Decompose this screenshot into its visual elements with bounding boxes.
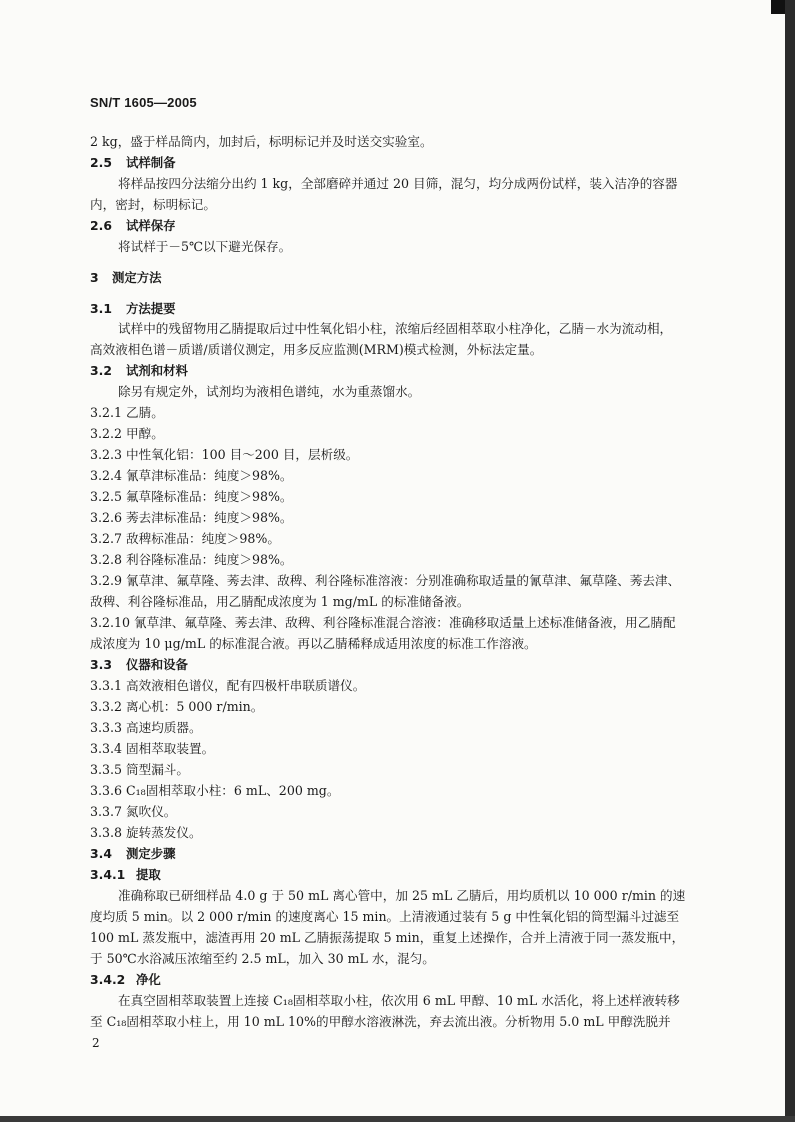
- list-item: 3.3.3 高速均质器。: [90, 720, 202, 735]
- scan-edge: [785, 0, 795, 1122]
- page-number: 2: [92, 1036, 100, 1050]
- body-text-line: 准确称取已研细样品 4.0 g 于 50 mL 离心管中，加 25 mL 乙腈后，用均质机以 10 000 r/min 的速: [118, 888, 686, 903]
- standard-number-header: SN/T 1605—2005: [90, 95, 197, 110]
- section-heading: 3.4 测定步骤: [90, 846, 176, 861]
- body-text-line: 内，密封，标明标记。: [90, 197, 216, 212]
- section-heading: 2.5 试样制备: [90, 155, 176, 170]
- scan-corner: [771, 0, 785, 14]
- list-item: 3.2.5 氟草隆标准品：纯度＞98%。: [90, 489, 293, 504]
- list-item: 3.2.2 甲醇。: [90, 426, 164, 441]
- list-item: 3.2.3 中性氧化铝：100 目～200 目，层析级。: [90, 447, 359, 462]
- list-item: 3.2.6 莠去津标准品：纯度＞98%。: [90, 510, 293, 525]
- body-text-line: 高效液相色谱－质谱/质谱仪测定，用多反应监测(MRM)模式检测，外标法定量。: [90, 342, 543, 357]
- list-item: 3.2.4 氰草津标准品：纯度＞98%。: [90, 468, 293, 483]
- list-item: 3.3.6 C₁₈固相萃取小柱：6 mL、200 mg。: [90, 783, 340, 798]
- list-item: 3.2.7 敌稗标准品：纯度＞98%。: [90, 531, 280, 546]
- body-text-line: 在真空固相萃取装置上连接 C₁₈固相萃取小柱，依次用 6 mL 甲醇、10 mL 水活化，将上述样液转移: [118, 993, 680, 1008]
- body-text-line: 100 mL 蒸发瓶中，滤渣再用 20 mL 乙腈振荡提取 5 min，重复上述操作，合并上清液于同一蒸发瓶中，: [90, 930, 685, 945]
- list-item: 3.2.10 氰草津、氟草隆、莠去津、敌稗、利谷隆标准混合溶液：准确移取适量上述标准储备液，用乙腈配: [90, 615, 676, 630]
- body-text-line: 于 50℃水浴减压浓缩至约 2.5 mL，加入 30 mL 水，混匀。: [90, 951, 435, 966]
- body-text-line: 成浓度为 10 μg/mL 的标准混合液。再以乙腈稀释成适用浓度的标准工作溶液。: [90, 636, 537, 651]
- section-heading: 3.1 方法提要: [90, 301, 176, 316]
- list-item: 3.2.9 氰草津、氟草隆、莠去津、敌稗、利谷隆标准溶液：分别准确称取适量的氰草津、氟草隆、莠去津、: [90, 573, 681, 588]
- list-item: 3.3.1 高效液相色谱仪，配有四极杆串联质谱仪。: [90, 678, 366, 693]
- list-item: 3.3.2 离心机：5 000 r/min。: [90, 699, 264, 714]
- body-text-line: 至 C₁₈固相萃取小柱上，用 10 mL 10%的甲醇水溶液淋洗，弃去流出液。分析物用 5.0 mL 甲醇洗脱并: [90, 1014, 671, 1029]
- subsection-heading: 3.4.2 净化: [90, 972, 161, 987]
- body-text-line: 将样品按四分法缩分出约 1 kg，全部磨碎并通过 20 目筛，混匀，均分成两份试样，装入洁净的容器: [118, 176, 678, 191]
- list-item: 3.2.8 利谷隆标准品：纯度＞98%。: [90, 552, 293, 567]
- chapter-heading: 3 测定方法: [90, 270, 162, 285]
- section-heading: 2.6 试样保存: [90, 218, 176, 233]
- list-item: 3.2.1 乙腈。: [90, 405, 164, 420]
- body-text-line: 度均质 5 min。以 2 000 r/min 的速度离心 15 min。上清液通过装有 5 g 中性氧化铝的筒型漏斗过滤至: [90, 909, 680, 924]
- list-item: 3.3.7 氮吹仪。: [90, 804, 177, 819]
- subsection-heading: 3.4.1 提取: [90, 867, 161, 882]
- scan-edge-bottom: [0, 1116, 795, 1122]
- body-text-line: 试样中的残留物用乙腈提取后过中性氧化铝小柱，浓缩后经固相萃取小柱净化，乙腈－水为流动相，: [118, 321, 673, 336]
- body-text-line: 将试样于－5℃以下避光保存。: [118, 239, 292, 254]
- body-text-line: 敌稗、利谷隆标准品，用乙腈配成浓度为 1 mg/mL 的标准储备液。: [90, 594, 470, 609]
- section-heading: 3.3 仪器和设备: [90, 657, 188, 672]
- list-item: 3.3.4 固相萃取装置。: [90, 741, 215, 756]
- body-text-line: 2 kg，盛于样品筒内，加封后，标明标记并及时送交实验室。: [90, 134, 433, 149]
- body-text-line: 除另有规定外，试剂均为液相色谱纯，水为重蒸馏水。: [118, 384, 421, 399]
- list-item: 3.3.8 旋转蒸发仪。: [90, 825, 202, 840]
- section-heading: 3.2 试剂和材料: [90, 363, 188, 378]
- list-item: 3.3.5 筒型漏斗。: [90, 762, 189, 777]
